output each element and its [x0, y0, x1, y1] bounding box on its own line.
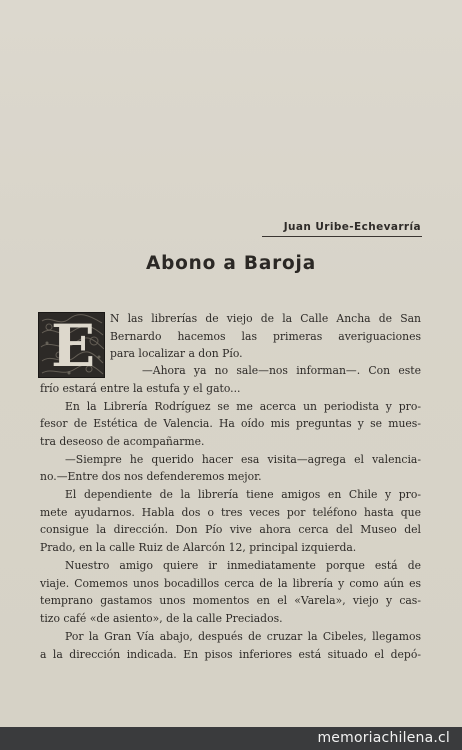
article-title: Abono a Baroja: [146, 253, 316, 274]
body-line: temprano gastamos unos momentos en el «Varela», viejo y cas-: [40, 594, 421, 607]
body-line: Prado, en la calle Ruiz de Alarcón 12, principal izquierda.: [40, 541, 357, 554]
body-line: mete ayudarnos. Habla dos o tres veces por teléfono hasta que: [40, 506, 421, 519]
body-line: consigue la dirección. Don Pío vive ahora cerca del Museo del: [40, 523, 421, 536]
body-line: —Ahora ya no sale—nos informan—. Con este: [142, 364, 421, 377]
author-name: Juan Uribe-Echevarría: [283, 221, 421, 233]
body-line: tizo café «de asiento», de la calle Preciados.: [40, 612, 283, 625]
body-line: frío estará entre la estufa y el gato...: [40, 382, 241, 395]
author-underline: [262, 236, 422, 237]
watermark-text: memoriachilena.cl: [317, 730, 450, 746]
body-line: tra deseoso de acompañarme.: [40, 435, 205, 448]
body-line: a la dirección indicada. En pisos inferiores está situado el depó-: [40, 648, 421, 661]
decorated-initial: [38, 312, 105, 378]
body-line: En la Librería Rodríguez se me acerca un periodista y pro-: [65, 400, 421, 413]
body-line: Bernardo hacemos las primeras averiguaciones: [110, 330, 421, 343]
body-line: El dependiente de la librería tiene amigos en Chile y pro-: [65, 488, 421, 501]
drop-cap-letter: E: [51, 312, 96, 378]
body-line: no.—Entre dos nos defenderemos mejor.: [40, 470, 262, 483]
body-line: Por la Gran Vía abajo, después de cruzar la Cibeles, llegamos: [65, 630, 421, 643]
body-line: N las librerías de viejo de la Calle Ancha de San: [110, 312, 421, 325]
body-line: —Siempre he querido hacer esa visita—agrega el valencia-: [65, 453, 421, 466]
body-line: Nuestro amigo quiere ir inmediatamente porque está de: [65, 559, 421, 572]
body-line: fesor de Estética de Valencia. Ha oído mis preguntas y se mues-: [40, 417, 421, 430]
body-line: viaje. Comemos unos bocadillos cerca de la librería y como aún es: [40, 577, 421, 590]
body-line: para localizar a don Pío.: [110, 347, 243, 360]
